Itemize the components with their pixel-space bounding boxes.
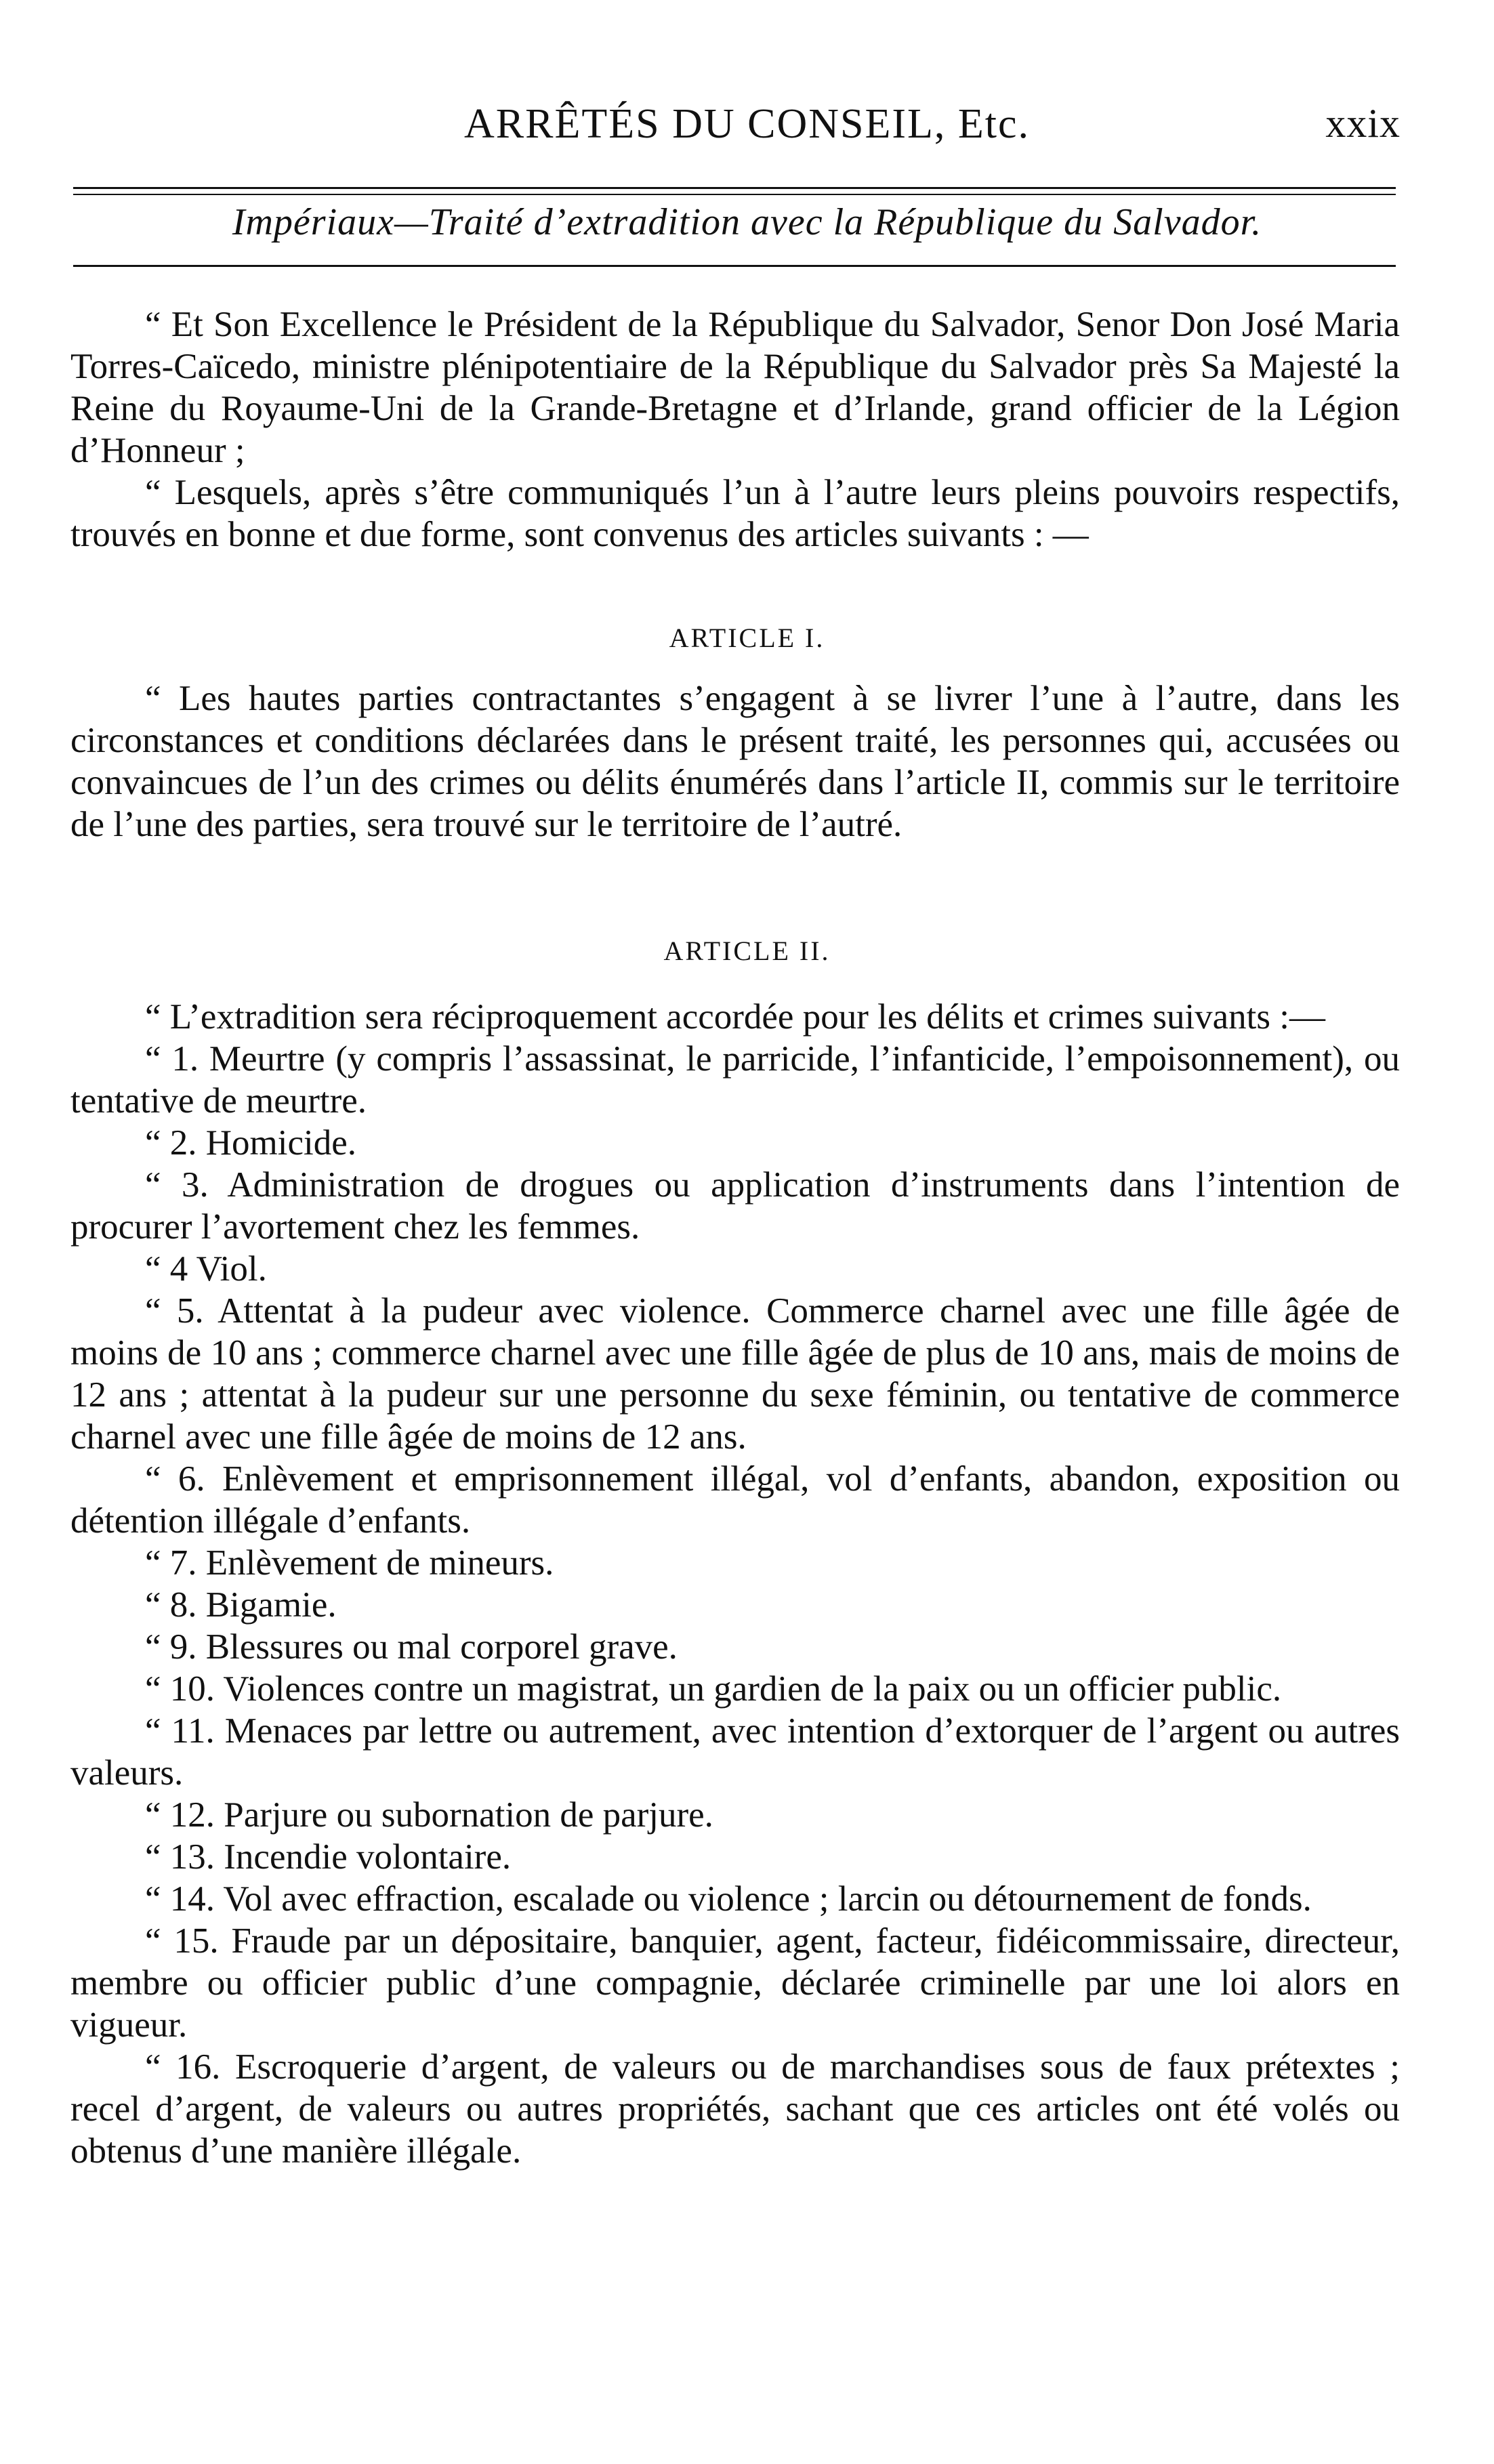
article-heading: ARTICLE II. [663, 936, 831, 966]
intro-block [70, 304, 1400, 556]
list-item: “ 12. Parjure ou subornation de parjure. [145, 1795, 713, 1835]
intro-paragraph: “ Lesquels, après s’être communiqués l’un à l’autre leurs pleins pouvoirs respectifs, trouvés en bonne et due forme, sont convenus des articles suivants : — [70, 473, 1400, 554]
list-item: “ 10. Violences contre un magistrat, un gardien de la paix ou un officier public. [145, 1669, 1282, 1709]
list-item: “ 15. Fraude par un dépositaire, banquier, agent, facteur, fidéicommissaire, directeur, membre ou officier public d’une compagnie, déclarée criminelle par une loi alors en vigueur. [70, 1921, 1400, 2045]
top-rule [73, 187, 1396, 189]
list-item: “ 5. Attentat à la pudeur avec violence. Commerce charnel avec une fille âgée de moins de 10 ans ; commerce charnel avec une fille âgée de plus de 10 ans, mais de moins de 12 ans ; attentat à la pudeur sur une personne du sexe féminin, ou tentative de commerce charnel avec une fille âgée de moins de 12 ans. [70, 1291, 1400, 1457]
list-item: “ 6. Enlèvement et emprisonnement illégal, vol d’enfants, abandon, exposition ou détention illégale d’enfants. [70, 1459, 1400, 1541]
list-item: “ 7. Enlèvement de mineurs. [145, 1543, 554, 1583]
list-item: “ 11. Menaces par lettre ou autrement, avec intention d’extorquer de l’argent ou autres valeurs. [70, 1711, 1400, 1793]
page-number: xxix [1325, 101, 1400, 146]
list-item: “ 3. Administration de drogues ou application d’instruments dans l’intention de procurer l’avortement chez les femmes. [70, 1165, 1400, 1247]
list-item: “ 9. Blessures ou mal corporel grave. [145, 1627, 678, 1667]
article-paragraph: “ L’extradition sera réciproquement accordée pour les délits et crimes suivants :— [145, 997, 1326, 1037]
section-subtitle: Impériaux—Traité d’extradition avec la République du Salvador. [232, 201, 1262, 243]
intro-paragraph: “ Et Son Excellence le Président de la République du Salvador, Senor Don José Maria Torres-Caïcedo, ministre plénipotentiaire de la République du Salvador près Sa Majesté la Reine du Royaume-Uni de la Grande-Bretagne et d’Irlande, grand officier de la Légion d’Honneur ; [70, 305, 1400, 470]
article-heading: ARTICLE I. [669, 623, 825, 653]
list-item: “ 2. Homicide. [145, 1123, 357, 1163]
list-item: “ 4 Viol. [145, 1249, 267, 1289]
bottom-rule [73, 265, 1396, 267]
running-title: ARRÊTÉS DU CONSEIL, Etc. [463, 101, 1031, 147]
list-item: “ 1. Meurtre (y compris l’assassinat, le parricide, l’infanticide, l’empoisonnement), ou tentative de meurtre. [70, 1039, 1400, 1121]
list-item: “ 14. Vol avec effraction, escalade ou violence ; larcin ou détournement de fonds. [145, 1879, 1312, 1919]
article-2-block [70, 996, 1400, 2172]
article-1-block [70, 677, 1400, 845]
list-item: “ 8. Bigamie. [145, 1585, 337, 1625]
list-item: “ 13. Incendie volontaire. [145, 1837, 512, 1877]
running-head [0, 100, 1494, 148]
list-item: “ 16. Escroquerie d’argent, de valeurs ou de marchandises sous de faux prétextes ; recel d’argent, de valeurs ou autres propriétés, sachant que ces articles ont été volés ou obtenus d’une manière illégale. [70, 2047, 1400, 2171]
top-rule-secondary [73, 194, 1396, 195]
article-paragraph: “ Les hautes parties contractantes s’engagent à se livrer l’une à l’autre, dans les circonstances et conditions déclarées dans le présent traité, les personnes qui, accusées ou convaincues de l’un des crimes ou délits énumérés dans l’article II, commis sur le territoire de l’une des parties, sera trouvé sur le territoire de l’autré. [70, 679, 1400, 844]
